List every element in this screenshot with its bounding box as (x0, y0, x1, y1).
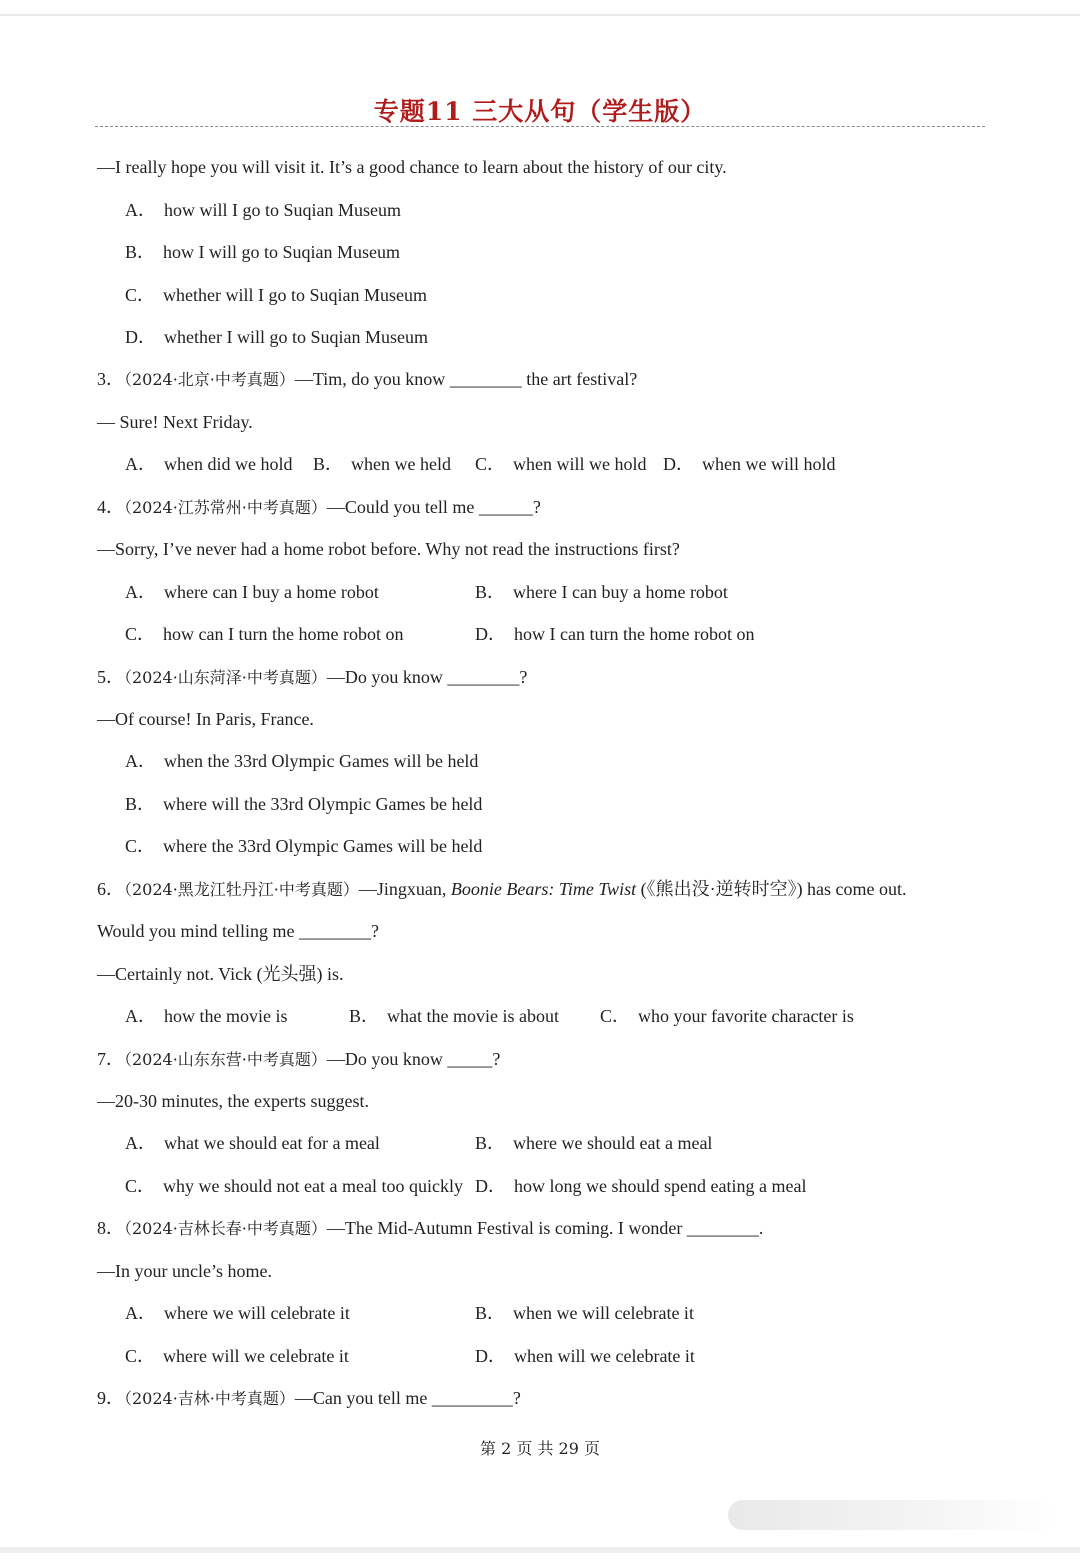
q4-option-d: D． how I can turn the home robot on (475, 624, 755, 644)
q5-stem: 5．（2024·山东菏泽·中考真题）—Do you know ________? (97, 667, 528, 687)
q3-option-d: D． when we will hold (663, 454, 836, 474)
q2-option-a: A． how will I go to Suqian Museum (125, 200, 401, 220)
page-title: 专题11 三大从句（学生版） (373, 97, 707, 126)
q8-stem: 8．（2024·吉林长春·中考真题）—The Mid-Autumn Festival is coming. I wonder ________. (97, 1218, 764, 1238)
q3-option-a: A． when did we hold (125, 454, 293, 474)
q6-response: —Certainly not. Vick (光头强) is. (97, 964, 344, 984)
q5-response: —Of course! In Paris, France. (97, 709, 314, 729)
page-number: 第 2 页 共 29 页 (480, 1439, 600, 1458)
q3-option-b: B． when we held (313, 454, 451, 474)
q7-option-a: A． what we should eat for a meal (125, 1133, 380, 1153)
q2-response: —I really hope you will visit it. It’s a good chance to learn about the history of our city. (97, 157, 727, 177)
q2-option-d: D． whether I will go to Suqian Museum (125, 327, 428, 347)
q7-response: —20-30 minutes, the experts suggest. (97, 1091, 369, 1111)
q5-option-c: C． where the 33rd Olympic Games will be held (125, 836, 483, 856)
q2-option-b: B． how I will go to Suqian Museum (125, 242, 401, 262)
q6-option-b: B． what the movie is about (349, 1006, 559, 1026)
q8-option-c: C． where will we celebrate it (125, 1346, 349, 1366)
q7-stem: 7．（2024·山东东营·中考真题）—Do you know _____? (97, 1049, 501, 1069)
q6-stem-line2: Would you mind telling me ________? (97, 921, 380, 941)
q3-stem: 3．（2024·北京·中考真题）—Tim, do you know ________ the art festival? (97, 369, 638, 389)
q9-stem: 9．（2024·吉林·中考真题）—Can you tell me _________? (97, 1388, 521, 1408)
q3-response: — Sure! Next Friday. (97, 412, 253, 432)
q3-option-c: C． when will we hold (475, 454, 647, 474)
q7-option-b: B． where we should eat a meal (475, 1133, 713, 1153)
q4-option-c: C． how can I turn the home robot on (125, 624, 404, 644)
q6-option-c: C． who your favorite character is (600, 1006, 854, 1026)
q4-option-a: A． where can I buy a home robot (125, 582, 379, 602)
q4-stem: 4．（2024·江苏常州·中考真题）—Could you tell me ______? (97, 497, 541, 517)
q5-option-b: B． where will the 33rd Olympic Games be held (125, 794, 483, 814)
q5-option-a: A． when the 33rd Olympic Games will be held (125, 751, 479, 771)
q8-option-d: D． when will we celebrate it (475, 1346, 695, 1366)
q8-option-a: A． where we will celebrate it (125, 1303, 350, 1323)
q6-option-a: A． how the movie is (125, 1006, 288, 1026)
blurred-watermark (728, 1500, 1058, 1530)
q8-option-b: B． when we will celebrate it (475, 1303, 694, 1323)
q4-option-b: B． where I can buy a home robot (475, 582, 728, 602)
q7-option-c: C． why we should not eat a meal too quickly (125, 1176, 463, 1196)
q8-response: —In your uncle’s home. (97, 1261, 272, 1281)
bottom-border (0, 1547, 1080, 1553)
q4-response: —Sorry, I’ve never had a home robot before. Why not read the instructions first? (97, 539, 680, 559)
header-divider (95, 126, 985, 127)
top-border (0, 14, 1080, 16)
q6-stem: 6．（2024·黑龙江牡丹江·中考真题）—Jingxuan, Boonie Bears: Time Twist (《熊出没·逆转时空》) has come out. (97, 879, 907, 899)
q7-option-d: D． how long we should spend eating a meal (475, 1176, 807, 1196)
q2-option-c: C． whether will I go to Suqian Museum (125, 285, 427, 305)
